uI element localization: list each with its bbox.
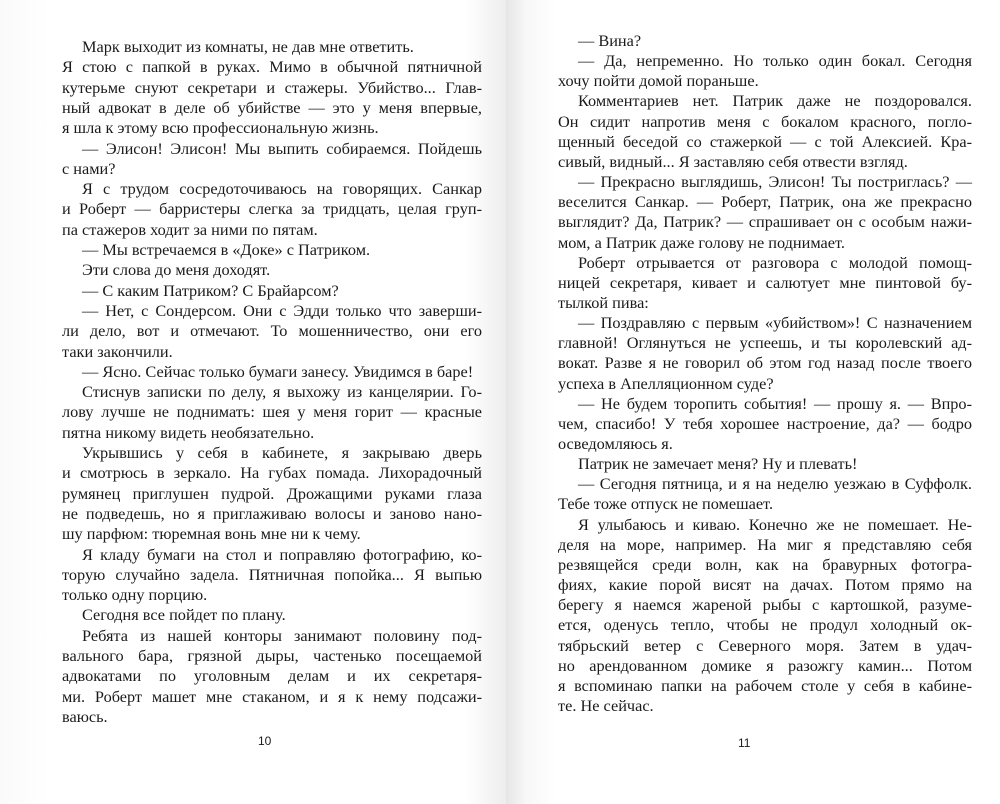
text-line: главной! Оглянуться не успеешь, и ты королевский ад- <box>558 333 972 353</box>
text-line: Я улыбаюсь и киваю. Конечно же не помешает. Не- <box>578 514 972 534</box>
text-line: — Ясно. Сейчас только бумаги занесу. Увидимся в баре! <box>82 361 474 381</box>
text-line: кутерьме снуют секретари и стажеры. Убийство... Глав- <box>62 77 482 97</box>
text-line: ный адвокат в деле об убийстве — это у меня впервые, <box>62 97 482 117</box>
text-line: вокат. Разве я не говорил об этом год назад после твоего <box>558 353 972 373</box>
text-line: Ребята из нашей конторы занимают половину под- <box>82 625 482 645</box>
text-line: тябрьский ветер с Северного моря. Затем в удач- <box>558 635 972 655</box>
text-line: ваюсь. <box>62 706 108 726</box>
text-line: румянец приглушен пудрой. Дрожащими руками глаза <box>62 483 482 503</box>
text-line: осведомляюсь я. <box>558 434 673 453</box>
text-line: — Прекрасно выглядишь, Элисон! Ты постриглась? — <box>578 172 972 192</box>
text-line: тылкой пива: <box>558 292 649 312</box>
text-line: — Да, непременно. Но только один бокал. Сегодня <box>578 51 972 71</box>
text-line: фиях, какие порой висят на дачах. Потом прямо на <box>558 575 972 595</box>
text-line: Укрывшись у себя в кабинете, я закрываю дверь <box>82 443 482 462</box>
text-line: но арендованном домике я разожгу камин... Потом <box>558 655 972 675</box>
text-line: — Сегодня пятница, и я на неделю уезжаю в Суффолк. <box>578 474 972 494</box>
text-line: па стажеров ходит за ними по пятам. <box>62 219 318 239</box>
text-line: Марк выходит из комнаты, не дав мне ответить. <box>82 37 414 56</box>
text-line: Я стою с папкой в руках. Мимо в обычной пятничной <box>62 57 482 77</box>
page-number: 10 <box>258 734 272 748</box>
text-line: адвокатами по уголовным делам и их секретаря- <box>62 666 482 686</box>
text-line: резвящейся среди волн, как на бравурных фотогра- <box>558 554 972 574</box>
text-line: ли дело, вот и отмечают. То мошенничество, они его <box>62 321 482 341</box>
text-line: чем, спасибо! У тебя хорошее настроение, да? — бодро <box>558 413 972 433</box>
text-line: — Поздравляю с первым «убийством»! С назначением <box>578 313 972 333</box>
text-line: берегу я наемся жареной рыбы с картошкой, разуме- <box>558 595 972 615</box>
text-line: Патрик не замечает меня? Ну и плевать! <box>578 454 858 474</box>
text-line: и смотрюсь в зеркало. На губах помада. Лихорадочный <box>62 463 482 483</box>
text-line: Эти слова до меня доходят. <box>82 260 271 280</box>
text-line: Сегодня все пойдет по плану. <box>82 605 286 625</box>
text-line: не подведешь, но я приглаживаю волосы и заново нано- <box>62 503 482 523</box>
text-line: мом, а Патрик даже голову не поднимает. <box>558 232 845 252</box>
text-line: Роберт отрывается от разговора с молодой помощ- <box>578 252 972 272</box>
text-line: успеха в Апелляционном суде? <box>558 373 774 393</box>
text-line: торую случайно задела. Пятничная попойка... Я выпью <box>62 564 482 584</box>
text-line: Я с трудом сосредоточиваюсь на говорящих. Санкар <box>82 179 482 199</box>
text-line: выглядит? Да, Патрик? — спрашивает он с особым нажи- <box>558 212 972 232</box>
text-line: хочу пойти домой пораньше. <box>558 71 759 91</box>
right-page <box>506 0 1000 804</box>
text-line: веселится Санкар. — Роберт, Патрик, она же прекрасно <box>558 192 972 212</box>
text-line: только одну порцию. <box>62 585 208 605</box>
text-line: Комментариев нет. Патрик даже не поздоровался. <box>578 91 972 111</box>
text-line: я вспоминаю папки на рабочем столе у себя в кабине- <box>558 675 972 695</box>
text-line: ницей секретаря, кивает и салютует мне пинтовой бу- <box>558 272 972 292</box>
text-line: шу парфюм: тюремная вонь мне ни к чему. <box>62 524 361 544</box>
page-number: 11 <box>738 736 751 750</box>
text-line: — С каким Патриком? С Брайарсом? <box>82 280 339 300</box>
text-line: щенный беседой со стажеркой — с той Алексией. Кра- <box>558 131 972 151</box>
text-line: ми. Роберт машет мне стаканом, и я к нему подсажи- <box>62 686 482 706</box>
text-line: с нами? <box>62 158 116 178</box>
text-line: — Вина? <box>578 31 642 50</box>
text-line: сивый, видный... Я заставляю себя отвести взгляд. <box>558 151 908 171</box>
text-line: — Не будем торопить события! — прошу я. — Впро- <box>578 393 972 413</box>
text-line: ется, оденусь тепло, чтобы не продул холодный ок- <box>558 615 972 635</box>
text-line: Он сидит напротив меня с бокалом красного, погло- <box>558 111 972 131</box>
text-line: Я кладу бумаги на стол и поправляю фотографию, ко- <box>82 544 482 564</box>
text-line: таки закончили. <box>62 341 173 361</box>
text-line: вального бара, грязной дыры, частенько посещаемой <box>62 646 482 665</box>
text-line: Тебе тоже отпуск не помешает. <box>558 494 774 514</box>
text-line: деля на море, например. На миг я представляю себя <box>558 534 972 554</box>
text-line: Стиснув записки по делу, я выхожу из канцелярии. Го- <box>82 382 482 402</box>
text-line: — Нет, с Сондерсом. Они с Эдди только что заверши- <box>82 300 482 320</box>
text-line: и Роберт — барристеры слегка за тридцать, целая груп- <box>62 199 482 219</box>
text-line: лову лучше не поднимать: шея у меня горит — красные <box>62 402 482 422</box>
text-line: пятна никому видеть необязательно. <box>62 422 315 442</box>
text-line: — Мы встречаемся в «Доке» с Патриком. <box>82 240 371 259</box>
text-line: те. Не сейчас. <box>558 695 654 715</box>
text-line: — Элисон! Элисон! Мы выпить собираемся. Пойдешь <box>82 138 482 158</box>
text-line: я шла к этому всю профессиональную жизнь. <box>62 118 379 138</box>
